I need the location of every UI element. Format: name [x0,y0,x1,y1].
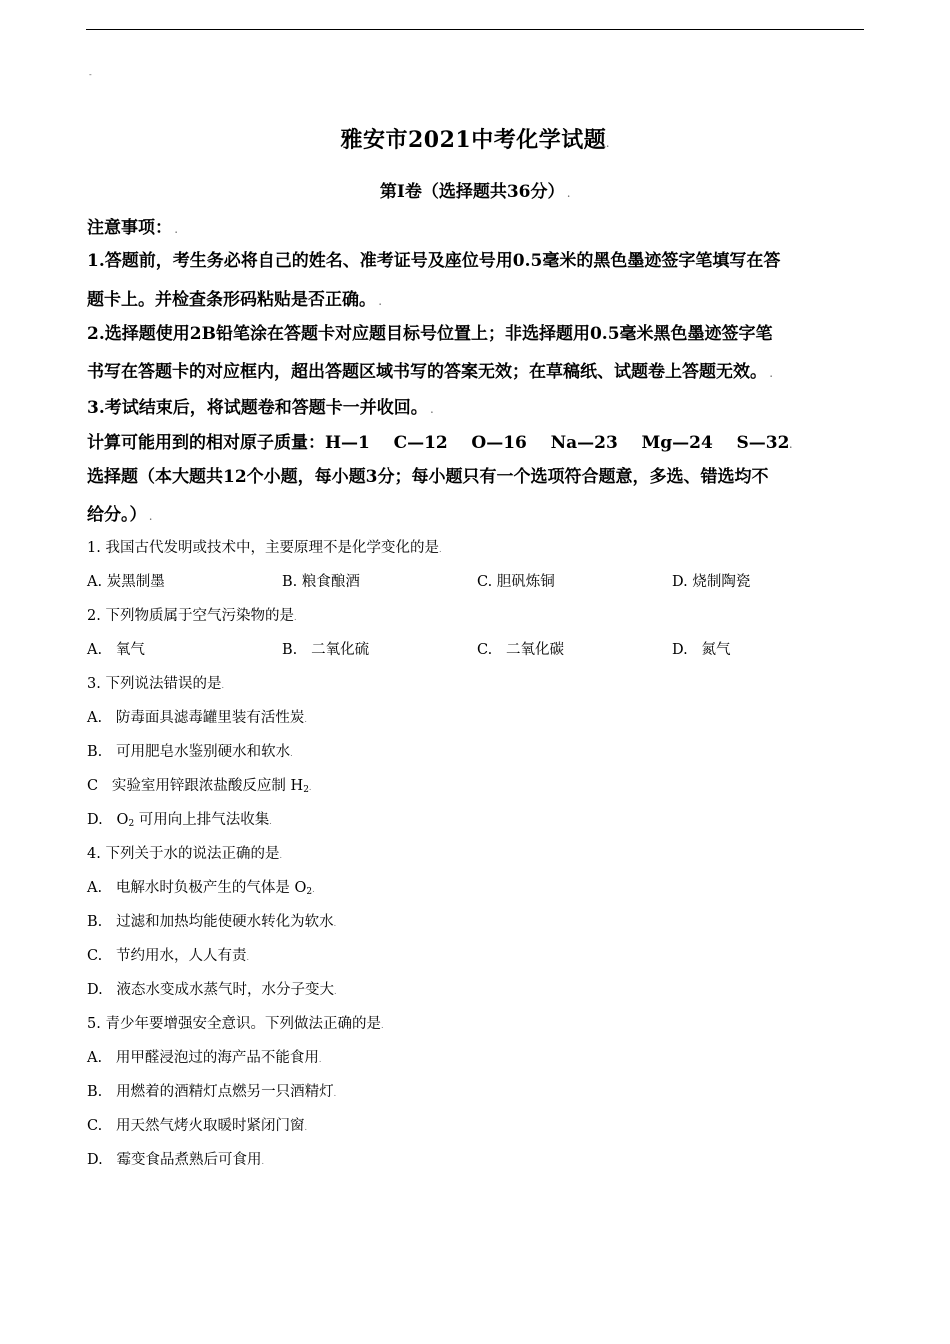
page-title-text: 雅安市2021中考化学试题 [340,127,607,153]
page-title: 雅安市2021中考化学试题. [340,127,610,153]
question-4-option-c: C. 节约用水，人人有责. [87,948,250,964]
question-3-stem: 3. 下列说法错误的是. [87,676,224,692]
atomic-masses: 计算可能用到的相对原子质量：H—1 C—12 O—16 Na—23 Mg—24 S—32. [87,433,793,453]
notes-heading: 注意事项： . [87,218,178,238]
question-1-option-c: C. 胆矾炼铜 [477,574,555,590]
question-1-options [87,570,867,591]
question-1-stem: 1. 我国古代发明或技术中，主要原理不是化学变化的是. [87,540,442,556]
section-instructions-line-2: 给分。） . [87,505,153,525]
question-5-option-c: C. 用天然气烤火取暖时紧闭门窗. [87,1118,308,1134]
question-2-option-c: C. 二氧化碳 [477,642,565,658]
note-2-line-1: 2.选择题使用2B铅笔涂在答题卡对应题目标号位置上；非选择题用0.5毫米黑色墨迹签字笔 [87,324,773,344]
question-4-stem: 4. 下列关于水的说法正确的是. [87,846,282,862]
question-1-option-b: B. 粮食酿酒 [282,574,360,590]
question-4-option-d: D. 液态水变成水蒸气时，水分子变大. [87,982,337,998]
question-5-stem: 5. 青少年要增强安全意识。下列做法正确的是. [87,1016,384,1032]
question-5-option-d: D. 霉变食品煮熟后可食用. [87,1152,265,1168]
question-3-option-d: D. $O_2$ 可用向上排气法收集. [87,812,272,829]
section-subtitle-text: 第Ⅰ卷（选择题共36分） [379,182,565,202]
question-1-option-d: D. 烧制陶瓷 [672,574,751,590]
note-2-line-2: 书写在答题卡的对应框内，超出答题区域书写的答案无效；在草稿纸、试题卷上答题无效。 . [87,362,773,382]
question-2-options [87,638,867,659]
question-2-option-b: B. 二氧化硫 [282,642,370,658]
section-instructions-line-1: 选择题（本大题共12个小题，每小题3分；每小题只有一个选项符合题意，多选、错选均不 [87,467,769,487]
note-3: 3.考试结束后，将试题卷和答题卡一并收回。 . [87,398,434,418]
question-2-option-a: A. 氧气 [87,642,145,658]
question-4-option-b: B. 过滤和加热均能使硬水转化为软水. [87,914,337,930]
question-3-option-a: A. 防毒面具滤毒罐里装有活性炭. [87,710,307,726]
question-3-option-c: C 实验室用锌跟浓盐酸反应制 $H_2$. [87,778,312,795]
section-subtitle: 第Ⅰ卷（选择题共36分） . [379,182,571,202]
question-3-option-b: B. 可用肥皂水鉴别硬水和软水. [87,744,293,760]
question-4-option-a: A. 电解水时负极产生的气体是 $O_2$. [87,880,315,897]
question-2-option-d: D. 氮气 [672,642,731,658]
question-2-stem: 2. 下列物质属于空气污染物的是. [87,608,297,624]
question-1-option-a: A. 炭黑制墨 [87,574,165,590]
question-5-option-a: A. 用甲醛浸泡过的海产品不能食用. [87,1050,322,1066]
note-1-line-2: 题卡上。并检查条形码粘贴是否正确。 . [87,290,382,310]
question-5-option-b: B. 用燃着的酒精灯点燃另一只酒精灯. [87,1084,337,1100]
note-1-line-1: 1.答题前，考生务必将自己的姓名、准考证号及座位号用0.5毫米的黑色墨迹签字笔填写在答 [87,251,781,271]
stray-mark: - [89,70,92,79]
header-rule [86,29,864,30]
